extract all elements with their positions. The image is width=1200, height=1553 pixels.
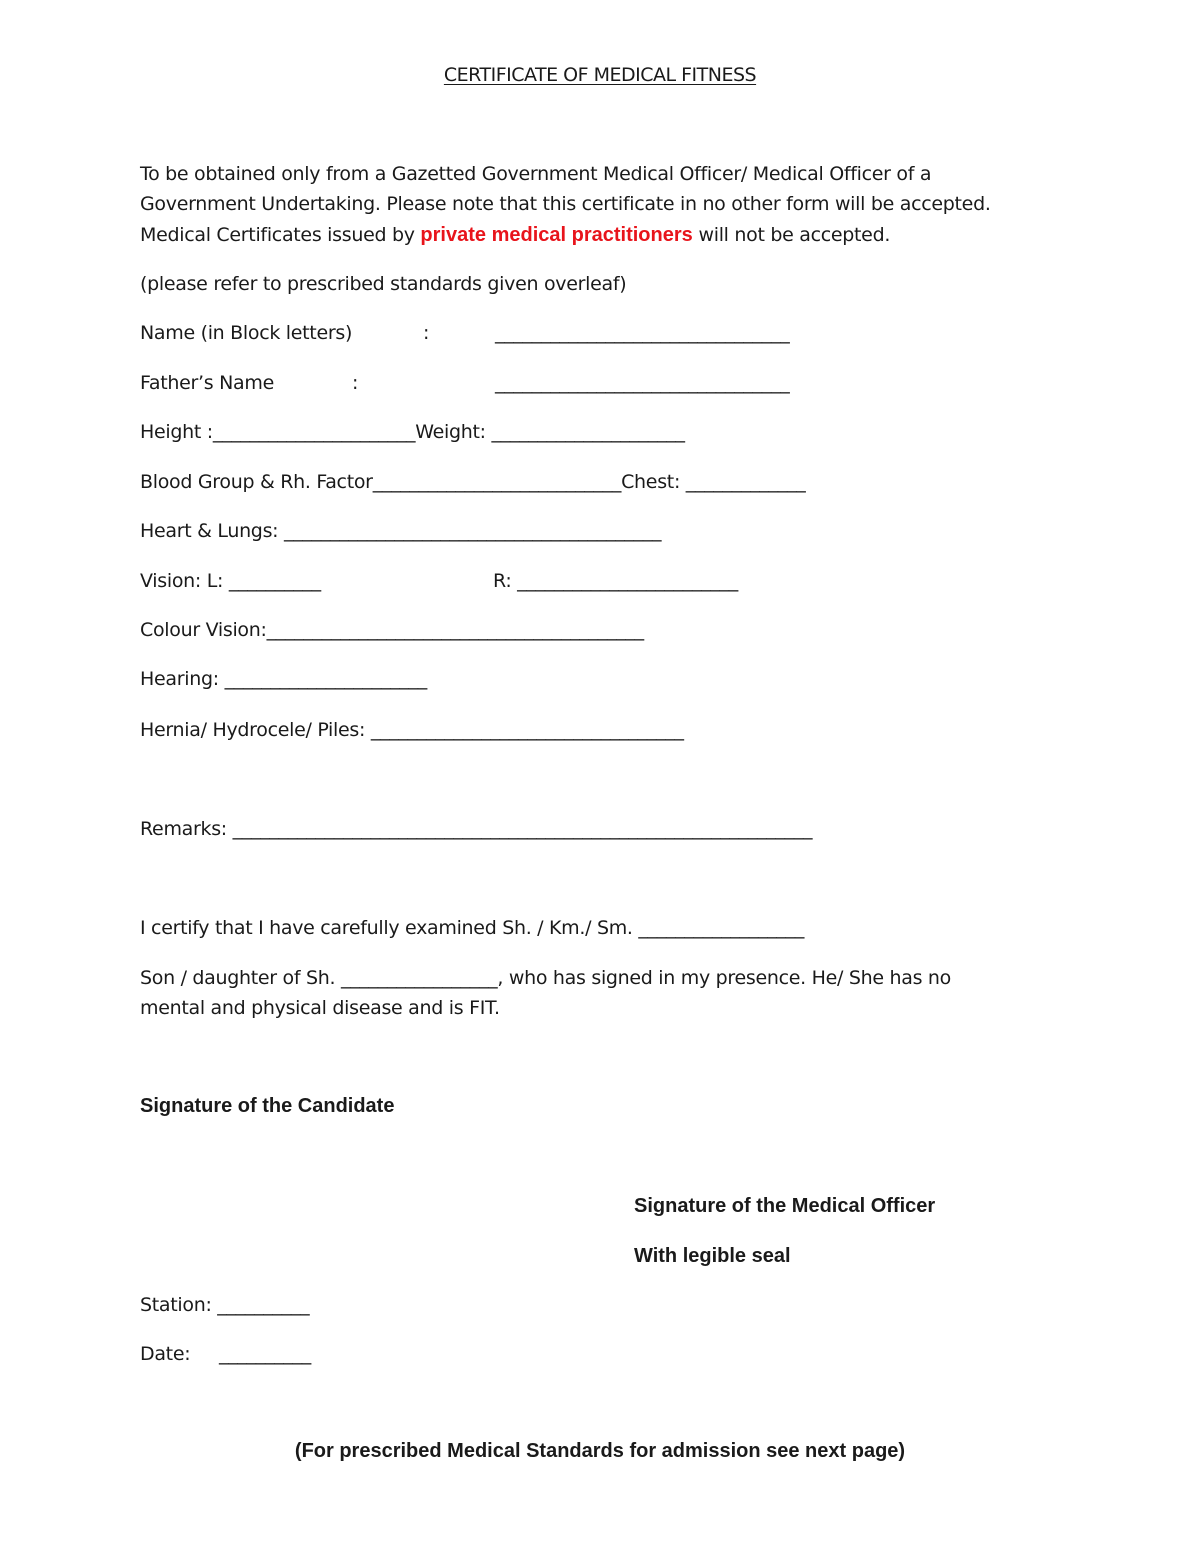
candidate-signature-label: Signature of the Candidate bbox=[140, 1095, 395, 1117]
intro-line-2: Government Undertaking. Please note that this certificate in no other form will be accepted. bbox=[140, 193, 991, 215]
name-colon: : bbox=[423, 322, 430, 344]
weight-field[interactable]: _____________________ bbox=[491, 421, 685, 443]
parent-name-field[interactable]: _________________ bbox=[340, 967, 498, 989]
page-title: CERTIFICATE OF MEDICAL FITNESS bbox=[443, 64, 757, 86]
vision-right-group bbox=[493, 568, 738, 594]
date-field[interactable]: __________ bbox=[219, 1343, 312, 1365]
father-name-colon: : bbox=[352, 372, 359, 394]
blood-group-field[interactable]: ___________________________ bbox=[372, 471, 622, 493]
colour-vision-label: Colour Vision: bbox=[140, 619, 267, 641]
colour-vision-field[interactable]: _________________________________________ bbox=[266, 619, 644, 641]
height-field[interactable]: ______________________ bbox=[212, 421, 416, 443]
standards-note: (please refer to prescribed standards given overleaf) bbox=[140, 273, 627, 295]
weight-label: Weight: bbox=[415, 421, 492, 443]
intro-line-3-pre: Medical Certificates issued by bbox=[140, 224, 421, 246]
certify-presence-text: , who has signed in my presence. He/ She has no bbox=[497, 967, 951, 989]
certify-line-2 bbox=[140, 965, 951, 991]
officer-signature-label: Signature of the Medical Officer bbox=[634, 1195, 936, 1217]
chest-label: Chest: bbox=[621, 471, 686, 493]
intro-line-3 bbox=[140, 222, 890, 248]
certify-line-1 bbox=[140, 915, 804, 941]
blood-group-label: Blood Group & Rh. Factor bbox=[140, 471, 373, 493]
heart-lungs-label: Heart & Lungs: bbox=[140, 520, 285, 542]
name-label: Name (in Block letters) bbox=[140, 322, 353, 344]
examined-name-field[interactable]: __________________ bbox=[638, 917, 805, 939]
vision-right-label: R: bbox=[493, 570, 518, 592]
footer-note: (For prescribed Medical Standards for admission see next page) bbox=[294, 1440, 906, 1462]
remarks-label: Remarks: bbox=[140, 818, 233, 840]
remarks-row bbox=[140, 816, 812, 842]
legible-seal-label: With legible seal bbox=[634, 1245, 791, 1267]
vision-right-field[interactable]: ________________________ bbox=[517, 570, 738, 592]
hernia-field[interactable]: __________________________________ bbox=[370, 719, 684, 741]
vision-left-field[interactable]: __________ bbox=[228, 570, 321, 592]
remarks-field[interactable]: _______________________________________________________________ bbox=[232, 818, 813, 840]
blood-chest-row bbox=[140, 469, 805, 495]
colour-vision-row bbox=[140, 617, 644, 643]
father-name-label: Father’s Name bbox=[140, 372, 274, 394]
station-field[interactable]: __________ bbox=[217, 1294, 310, 1316]
height-weight-row bbox=[140, 419, 685, 445]
hearing-label: Hearing: bbox=[140, 668, 225, 690]
hearing-field[interactable]: ______________________ bbox=[224, 668, 427, 690]
father-name-field[interactable]: ________________________________ bbox=[495, 372, 790, 394]
hernia-label: Hernia/ Hydrocele/ Piles: bbox=[140, 719, 371, 741]
vision-left-label: Vision: L: bbox=[140, 570, 229, 592]
certify-line-3: mental and physical disease and is FIT. bbox=[140, 997, 500, 1019]
certify-text: I certify that I have carefully examined Sh. / Km./ Sm. bbox=[140, 917, 639, 939]
vision-left-group bbox=[140, 568, 321, 594]
hernia-row bbox=[140, 717, 684, 743]
intro-line-1: To be obtained only from a Gazetted Government Medical Officer/ Medical Officer of a bbox=[140, 163, 932, 185]
intro-line-3-post: will not be accepted. bbox=[692, 224, 891, 246]
private-practitioners-highlight: private medical practitioners bbox=[420, 224, 693, 246]
name-field[interactable]: ________________________________ bbox=[495, 322, 790, 344]
heart-lungs-row bbox=[140, 518, 661, 544]
chest-field[interactable]: _____________ bbox=[685, 471, 806, 493]
station-label: Station: bbox=[140, 1294, 218, 1316]
station-row bbox=[140, 1292, 309, 1318]
hearing-row bbox=[140, 666, 427, 692]
date-label: Date: bbox=[140, 1343, 191, 1365]
heart-lungs-field[interactable]: _________________________________________ bbox=[284, 520, 662, 542]
height-label: Height : bbox=[140, 421, 213, 443]
son-daughter-label: Son / daughter of Sh. bbox=[140, 967, 341, 989]
